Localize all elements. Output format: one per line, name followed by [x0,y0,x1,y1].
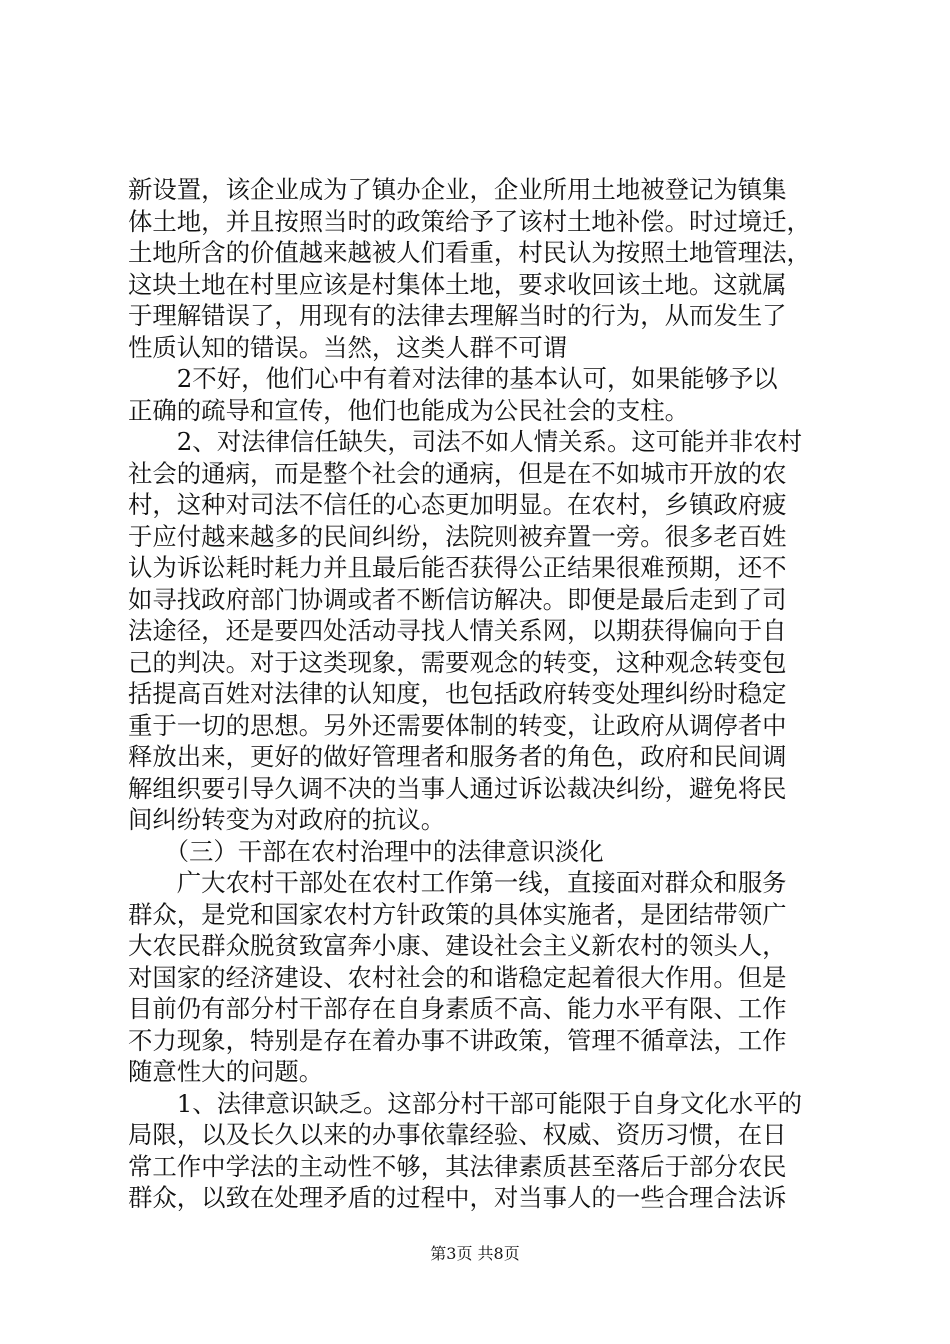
text-line: 正确的疏导和宣传，他们也能成为公民社会的支柱。 [128,395,689,425]
text-line: 性质认知的错误。当然，这类人群不可谓 [128,332,568,362]
text-line: 括提高百姓对法律的认知度，也包括政府转变处理纠纷时稳定 [128,679,787,708]
text-line: 如寻找政府部门协调或者不断信访解决。即便是最后走到了司 [128,584,787,614]
body-text [128,174,832,1214]
text-line: 法途径，还是要四处活动寻找人情关系网，以期获得偏向于自 [128,616,787,645]
text-line: 释放出来，更好的做好管理者和服务者的角色，政府和民间调 [128,742,787,771]
text-line: 2不好，他们心中有着对法律的基本认可，如果能够予以 [128,364,778,393]
page-footer: 第3页 共8页 [430,1244,520,1263]
text-line: 己的判决。对于这类现象，需要观念的转变，这种观念转变包 [128,647,787,677]
text-line: 体土地，并且按照当时的政策给予了该村土地补偿。时过境迁， [128,206,811,236]
text-line: 广大农村干部处在农村工作第一线，直接面对群众和服务 [128,868,787,897]
text-line: 这块土地在村里应该是村集体土地，要求收回该土地。这就属 [128,269,787,299]
text-line: 重于一切的思想。另外还需要体制的转变，让政府从调停者中 [128,710,787,740]
section-heading: （三）干部在农村治理中的法律意识淡化 [128,836,604,866]
text-line: 村，这种对司法不信任的心态更加明显。在农村，乡镇政府疲 [128,490,787,519]
text-line: 新设置，该企业成为了镇办企业，企业所用土地被登记为镇集 [128,175,787,204]
text-line: 常工作中学法的主动性不够，其法律素质甚至落后于部分农民 [128,1151,787,1181]
text-line: 1、法律意识缺乏。这部分村干部可能限于自身文化水平的 [128,1088,803,1118]
text-line: 认为诉讼耗时耗力并且最后能否获得公正结果很难预期，还不 [128,553,787,582]
text-line: 不力现象，特别是存在着办事不讲政策，管理不循章法，工作 [128,1025,787,1055]
text-line: 群众，是党和国家农村方针政策的具体实施者，是团结带领广 [128,899,787,929]
text-line: 目前仍有部分村干部存在自身素质不高、能力水平有限、工作 [128,994,787,1023]
text-line: 随意性大的问题。 [128,1057,324,1086]
text-line: 大农民群众脱贫致富奔小康、建设社会主义新农村的领头人， [128,931,787,960]
text-line: 社会的通病，而是整个社会的通病，但是在不如城市开放的农 [128,458,787,488]
text-line: 间纠纷转变为对政府的抗议。 [128,805,446,834]
text-line: 于应付越来越多的民间纠纷，法院则被弃置一旁。很多老百姓 [128,521,787,551]
text-line: 于理解错误了，用现有的法律去理解当时的行为，从而发生了 [128,301,787,330]
text-line: 解组织要引导久调不决的当事人通过诉讼裁决纠纷，避免将民 [128,773,787,803]
text-line: 群众，以致在处理矛盾的过程中，对当事人的一些合理合法诉 [128,1183,787,1212]
text-line: 对国家的经济建设、农村社会的和谐稳定起着很大作用。但是 [128,962,787,992]
text-line: 2、对法律信任缺失，司法不如人情关系。这可能并非农村 [128,427,803,456]
text-line: 土地所含的价值越来越被人们看重，村民认为按照土地管理法， [128,238,811,267]
text-line: 局限，以及长久以来的办事依靠经验、权威、资历习惯，在日 [128,1120,787,1149]
